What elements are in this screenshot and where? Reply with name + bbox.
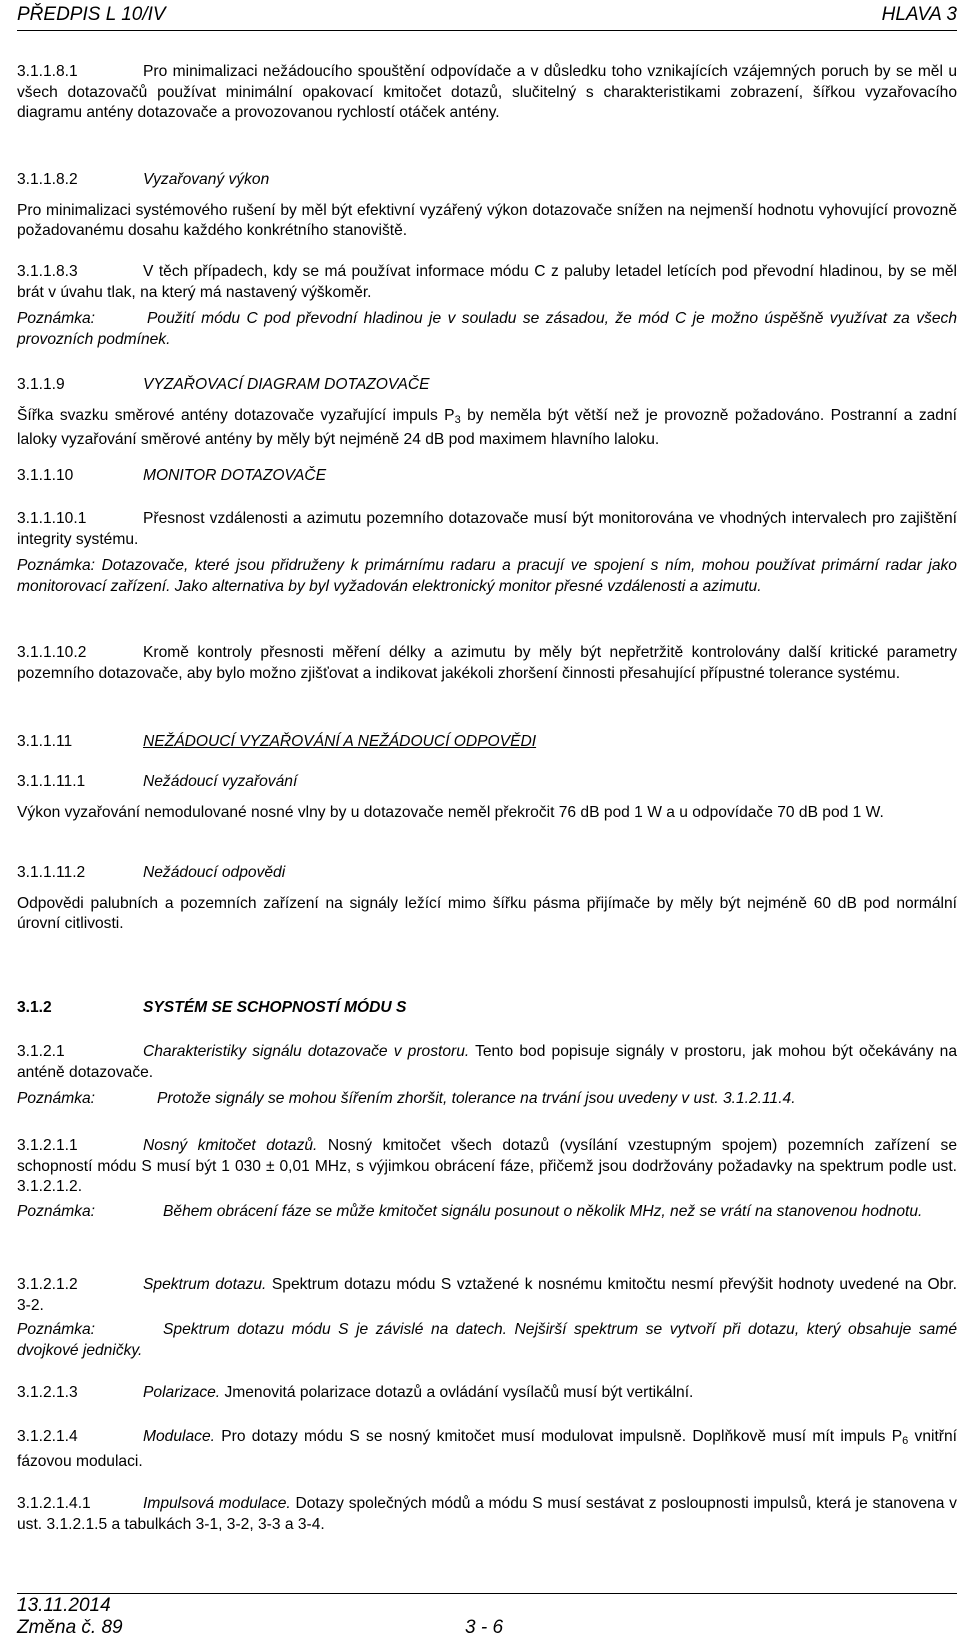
note-text: Během obrácení fáze se může kmitočet signálu posunout o několik MHz, než se vrátí na stanovenou hodnotu. <box>163 1202 923 1220</box>
section-number: 3.1.1.8.1 <box>17 63 78 80</box>
section-text: V těch případech, kdy se má používat informace módu C z paluby letadel letících pod převodní hladinou, by se měl brát v úvahu tlak, na který má nastavený výškoměr. <box>17 263 957 301</box>
section-3-1-2-1-2 <box>17 1275 957 1361</box>
section-text: Pro dotazy módu S se nosný kmitočet musí modulovat impulsně. Doplňkově musí mít impuls P <box>214 1428 903 1445</box>
subscript: 6 <box>902 1435 909 1447</box>
section-3-1-2-1-3 <box>17 1383 957 1404</box>
note-label: Poznámka: <box>17 1090 96 1107</box>
section-3-1-1-9 <box>17 375 957 451</box>
footer-page-number: 3 - 6 <box>465 1617 504 1638</box>
section-number: 3.1.1.9 <box>17 376 65 393</box>
section-3-1-1-8-1 <box>17 62 957 124</box>
section-number: 3.1.1.11.2 <box>17 864 86 881</box>
section-number: 3.1.1.11 <box>17 733 73 750</box>
section-title: Nosný kmitočet dotazů. <box>143 1137 318 1154</box>
note-text: Spektrum dotazu módu S je závislé na datech. Nejširší spektrum se vytvoří při dotazu, který obsahuje samé dvojkové jedničky. <box>17 1321 957 1359</box>
section-title: Polarizace. <box>143 1384 221 1401</box>
section-3-1-1-10-1 <box>17 509 957 597</box>
note-label: Poznámka: <box>17 1202 96 1220</box>
section-3-1-2-1 <box>17 1042 957 1110</box>
section-title: NEŽÁDOUCÍ VYZAŘOVÁNÍ A NEŽÁDOUCÍ ODPOVĚDI <box>143 733 537 750</box>
section-3-1-2-1-1 <box>17 1136 957 1222</box>
section-number: 3.1.2.1.2 <box>17 1276 78 1293</box>
section-number: 3.1.2 <box>17 999 52 1016</box>
section-title: Modulace. <box>143 1428 215 1445</box>
page-header <box>17 2 957 31</box>
note-label: Poznámka: <box>17 310 96 327</box>
section-number: 3.1.1.8.3 <box>17 263 78 280</box>
subscript: 3 <box>454 413 461 426</box>
section-3-1-1-8-2 <box>17 170 957 242</box>
note-text: Protože signály se mohou šířením zhoršit, tolerance na trvání jsou uvedeny v ust. 3.1.2.11.4. <box>157 1090 796 1107</box>
header-regulation: PŘEDPIS L 10/IV <box>17 4 166 25</box>
section-3-1-1-11 <box>17 732 957 753</box>
section-title: SYSTÉM SE SCHOPNOSTÍ MÓDU S <box>143 999 407 1016</box>
footer-rule <box>17 1593 957 1594</box>
section-text: Šířka svazku směrové antény dotazovače vyzařující impuls P <box>17 406 455 424</box>
note-text: Použití módu C pod převodní hladinou je v souladu se zásadou, že mód C je možno úspěšně využívat za všech provozních podmínek. <box>17 310 957 348</box>
section-title: Impulsová modulace. <box>143 1495 291 1512</box>
section-title: MONITOR DOTAZOVAČE <box>143 467 327 484</box>
section-text: Výkon vyzařování nemodulované nosné vlny by u dotazovače neměl překročit 76 dB pod 1 W a u odpovídače 70 dB pod 1 W. <box>17 803 884 821</box>
section-text: Kromě kontroly přesnosti měření délky a azimutu by měly být nepřetržitě kontrolovány další kritické parametry pozemního dotazovače, aby bylo možno zjišťovat a indikovat jakékoli zhoršení činnosti přesahující přípustné tolerance systému. <box>17 644 957 682</box>
section-number: 3.1.1.10 <box>17 467 74 484</box>
section-number: 3.1.1.8.2 <box>17 171 78 188</box>
note-label: Poznámka: <box>17 1321 96 1338</box>
section-number: 3.1.2.1.3 <box>17 1384 78 1401</box>
section-3-1-1-10 <box>17 466 957 487</box>
section-3-1-2 <box>17 998 957 1019</box>
section-3-1-1-11-1 <box>17 772 957 823</box>
section-text-cont: by neměla být větší než je provozně požadováno. Postranní a zadní laloky vyzařování směrové antény by měly být nejméně 24 dB pod maximem hlavního laloku. <box>17 406 957 448</box>
section-text: Spektrum dotazu módu S vztažené k nosnému kmitočtu nesmí převýšit hodnoty uvedené na Obr. 3-2. <box>17 1276 958 1314</box>
section-text: Jmenovitá polarizace dotazů a ovládání vysílačů musí být vertikální. <box>220 1384 694 1401</box>
section-text: Nosný kmitočet všech dotazů (vysílání vzestupným spojem) pozemních zařízení se schopností módu S musí být 1 030 ± 0,01 MHz, s výjimkou obrácení fáze, přičemž jsou dodržovány požadavky na spektrum podle ust. 3.1.2.1.2. <box>17 1137 957 1195</box>
section-title: VYZAŘOVACÍ DIAGRAM DOTAZOVAČE <box>143 376 430 393</box>
section-number: 3.1.2.1.4.1 <box>17 1495 91 1512</box>
section-text: Pro minimalizaci systémového rušení by měl být efektivní vyzářený výkon dotazovače snížen na nejmenší hodnotu vyhovující provozně požadovanému dosahu každého konkrétního stanoviště. <box>17 201 957 239</box>
section-number: 3.1.1.10.2 <box>17 644 87 661</box>
section-number: 3.1.2.1 <box>17 1043 65 1060</box>
section-number: 3.1.1.11.1 <box>17 773 86 790</box>
section-title: Vyzařovaný výkon <box>143 171 270 188</box>
section-number: 3.1.1.10.1 <box>17 510 87 527</box>
note-label: Poznámka: <box>17 557 96 574</box>
section-text: Přesnost vzdálenosti a azimutu pozemního dotazovače musí být monitorována ve vhodných intervalech pro zajištění integrity systému. <box>17 510 957 548</box>
section-text-cont: vnitřní fázovou modulaci. <box>17 1428 958 1470</box>
section-text: Tento bod popisuje signály v prostoru, jak mohou být očekávány na anténě dotazovače. <box>17 1043 957 1081</box>
section-number: 3.1.2.1.1 <box>17 1137 78 1154</box>
section-title: Charakteristiky signálu dotazovače v prostoru. <box>143 1043 470 1060</box>
footer-change: Změna č. 89 <box>17 1617 123 1638</box>
section-title: Nežádoucí odpovědi <box>143 864 286 881</box>
section-3-1-1-8-3 <box>17 262 957 350</box>
section-3-1-1-10-2 <box>17 643 957 684</box>
section-number: 3.1.2.1.4 <box>17 1428 78 1445</box>
section-3-1-2-1-4 <box>17 1427 957 1472</box>
note-text: Dotazovače, které jsou přidruženy k primárnímu radaru a pracují ve spojení s ním, mohou používat primární radar jako monitorovací zařízení. Jako alternativa by byl vyžadován elektronický monitor přesné vzdálenosti a azimutu. <box>17 557 957 595</box>
section-title: Spektrum dotazu. <box>143 1276 267 1293</box>
section-title: Nežádoucí vyzařování <box>143 773 298 790</box>
section-text: Dotazy společných módů a módu S musí sestávat z posloupnosti impulsů, která je stanovena v ust. 3.1.2.1.5 a tabulkách 3-1, 3-2, 3-3 a 3-4. <box>17 1495 957 1533</box>
section-3-1-2-1-4-1 <box>17 1494 957 1535</box>
header-chapter: HLAVA 3 <box>881 4 957 25</box>
section-3-1-1-11-2 <box>17 863 957 935</box>
section-text: Pro minimalizaci nežádoucího spouštění odpovídače a v důsledku toho vznikajících vzájemných poruch by se měl u všech dotazovačů používat minimální opakovací kmitočet dotazů, slučitelný s charakteristikami zobrazení, šířkou vyzařovacího diagramu antény dotazovače a provozovanou rychlostí otáček antény. <box>17 63 957 121</box>
section-text: Odpovědi palubních a pozemních zařízení na signály ležící mimo šířku pásma přijímače by měly být nejméně 60 dB pod normální úrovní citlivosti. <box>17 894 957 932</box>
footer-date: 13.11.2014 <box>17 1595 111 1616</box>
